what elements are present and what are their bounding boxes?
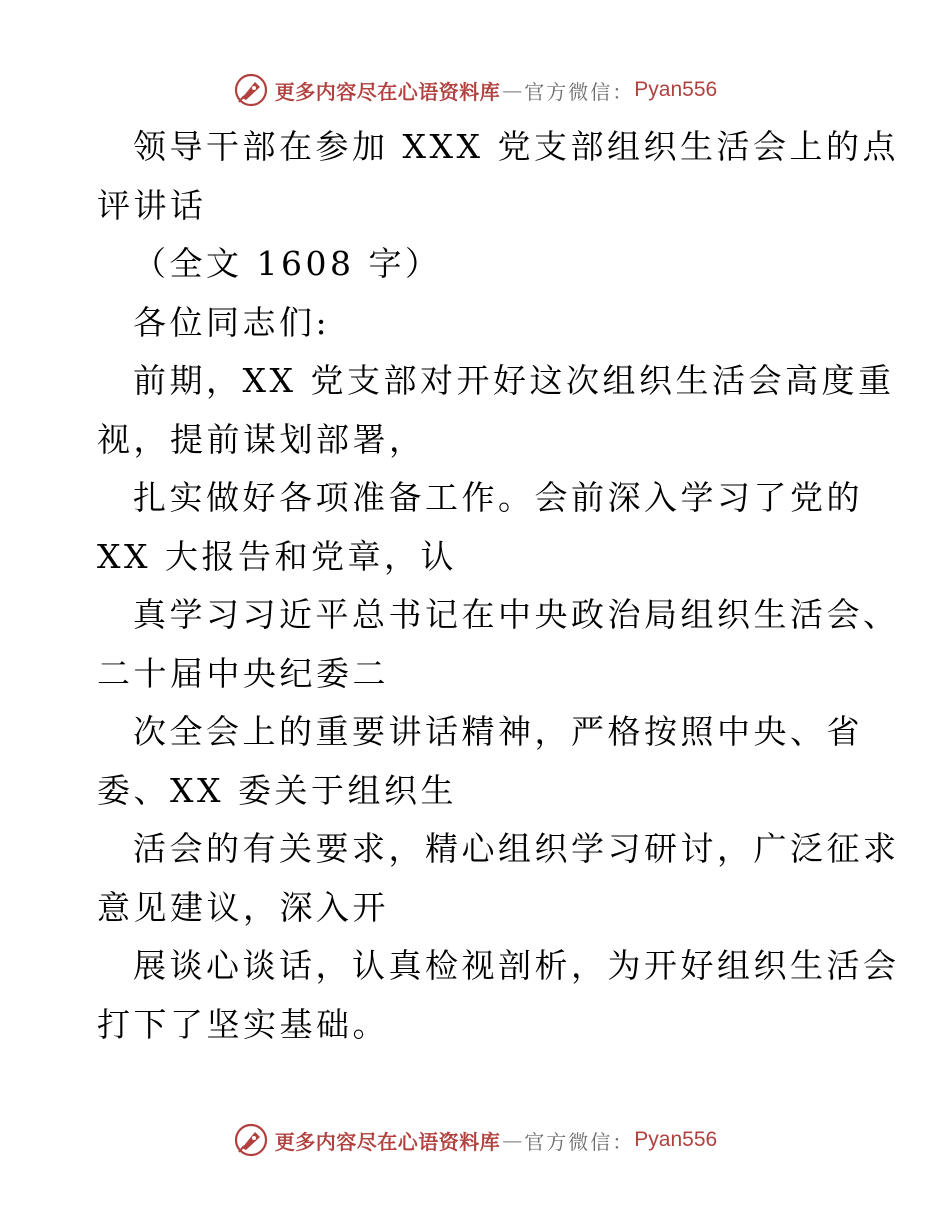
brand-text: 更多内容尽在心语资料库	[274, 1129, 501, 1154]
paragraph-line: 视，提前谋划部署，	[97, 419, 426, 459]
banner-separator: —	[502, 78, 523, 102]
paragraph-line: 活会的有关要求，精心组织学习研讨，广泛征求	[133, 829, 900, 868]
title-line-1: 领导干部在参加 XXX 党支部组织生活会上的点	[133, 127, 899, 166]
wechat-label: 官方微信：	[524, 79, 635, 104]
paragraph-line: 次全会上的重要讲话精神，严格按照中央、省	[133, 712, 863, 751]
footer-banner	[0, 1120, 950, 1160]
paragraph-line: 前期，XX 党支部对开好这次组织生活会高度重	[133, 361, 895, 400]
paragraph-line: 意见建议，深入开	[97, 887, 389, 927]
wechat-id: Pyan556	[634, 78, 718, 101]
wechat-label: 官方微信：	[524, 1129, 635, 1154]
paragraph-line: 扎实做好各项准备工作。会前深入学习了党的	[133, 478, 863, 517]
paragraph-line: XX 大报告和党章，认	[97, 536, 457, 576]
paragraph-line: 展谈心谈话，认真检视剖析，为开好组织生活会	[133, 946, 900, 985]
pen-nib-logo-icon	[233, 1122, 269, 1158]
document-body	[97, 118, 900, 1054]
paragraph-line: 委、XX 委关于组织生	[97, 770, 457, 810]
paragraph-line: 打下了坚实基础。	[97, 1004, 389, 1044]
pen-nib-logo-icon	[233, 72, 269, 108]
paragraph-line: 真学习习近平总书记在中央政治局组织生活会、	[133, 595, 900, 634]
word-count-line: （全文 1608 字）	[133, 244, 442, 283]
title-line-2: 评讲话	[97, 185, 207, 225]
wechat-id: Pyan556	[634, 1128, 718, 1151]
paragraph-line: 二十届中央纪委二	[97, 653, 389, 693]
brand-text: 更多内容尽在心语资料库	[274, 79, 501, 104]
header-banner	[0, 70, 950, 110]
banner-separator: —	[502, 1128, 523, 1152]
salutation-line: 各位同志们:	[133, 302, 331, 342]
